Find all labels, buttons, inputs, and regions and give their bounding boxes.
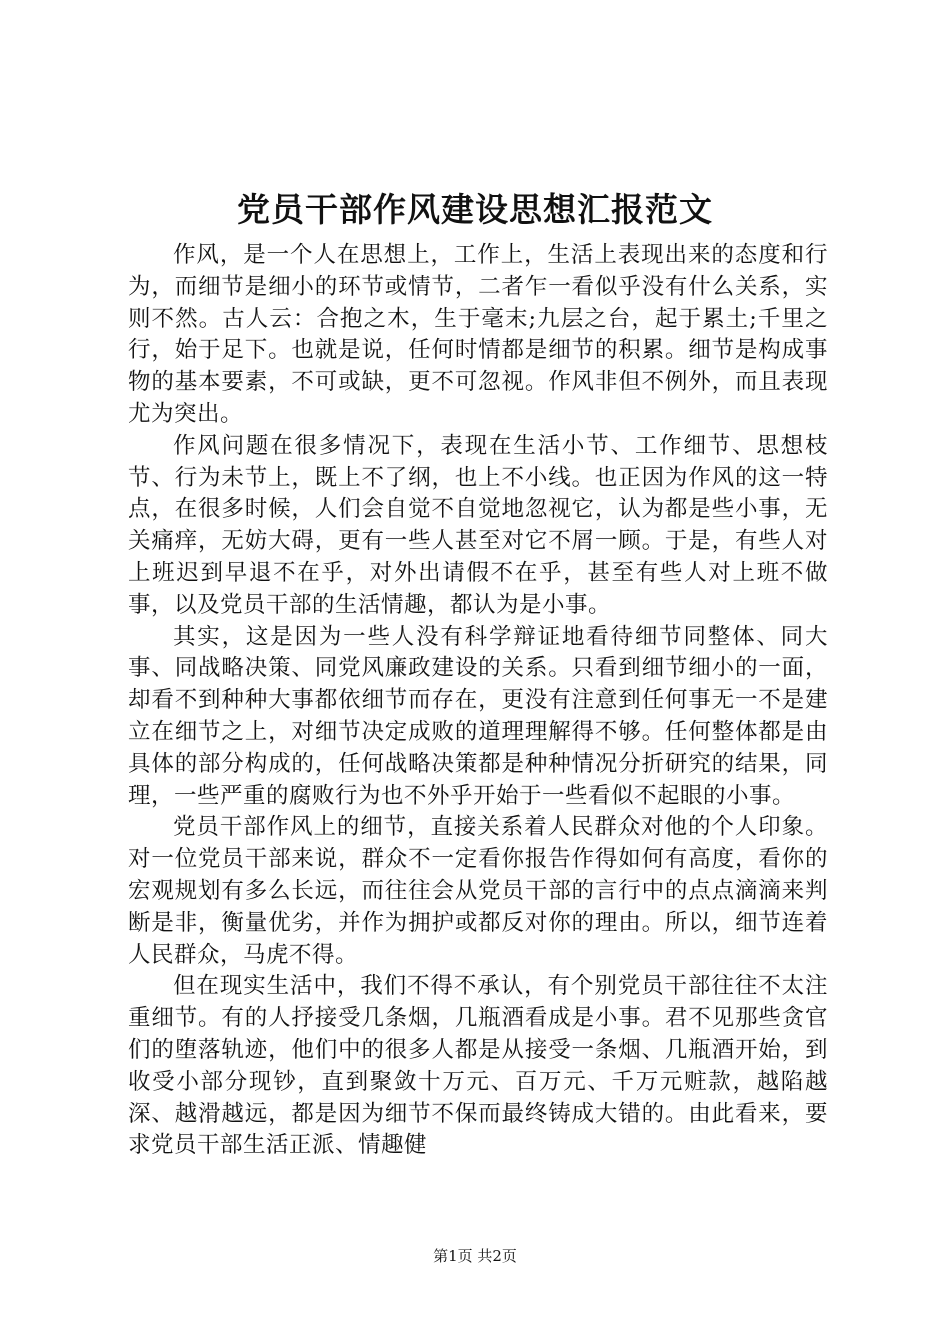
body-paragraph-1: 作风，是一个人在思想上，工作上，生活上表现出来的态度和行为，而细节是细小的环节或情节，二者乍一看似乎没有什么关系，实则不然。古人云：合抱之木，生于毫末;九层之台，起于累土;千里之行，始于足下。也就是说，任何时情都是细节的积累。细节是构成事物的基本要素，不可或缺，更不可忽视。作风非但不例外，而且表现尤为突出。 [128,242,828,427]
page-number-footer: 第1页 共2页 [433,1247,517,1265]
document-body [128,240,828,1162]
body-paragraph-4: 党员干部作风上的细节，直接关系着人民群众对他的个人印象。对一位党员干部来说，群众不一定看你报告作得如何有高度，看你的宏观规划有多么长远，而往往会从党员干部的言行中的点点滴滴来判断是非，衡量优劣，并作为拥护或都反对你的理由。所以，细节连着人民群众，马虎不得。 [128,814,828,968]
body-paragraph-2: 作风问题在很多情况下，表现在生活小节、工作细节、思想枝节、行为未节上，既上不了纲，也上不小线。也正因为作风的这一特点，在很多时候，人们会自觉不自觉地忽视它，认为都是些小事，无关痛痒，无妨大碍，更有一些人甚至对它不屑一顾。于是，有些人对上班迟到早退不在乎，对外出请假不在乎，甚至有些人对上班不做事，以及党员干部的生活情趣，都认为是小事。 [128,432,828,618]
document-title: 党员干部作风建设思想汇报范文 [237,190,713,229]
body-paragraph-3: 其实，这是因为一些人没有科学辩证地看待细节同整体、同大事、同战略决策、同党风廉政建设的关系。只看到细节细小的一面，却看不到种种大事都依细节而存在，更没有注意到任何事无一不是建立在细节之上，对细节决定成败的道理理解得不够。任何整体都是由具体的部分构成的，任何战略决策都是种种情况分折研究的结果，同理，一些严重的腐败行为也不外乎开始于一些看似不起眼的小事。 [128,623,828,809]
body-paragraph-5: 但在现实生活中，我们不得不承认，有个别党员干部往往不太注重细节。有的人抒接受几条烟，几瓶酒看成是小事。君不见那些贪官们的堕落轨迹，他们中的很多人都是从接受一条烟、几瓶酒开始，到收受小部分现钞，直到聚敛十万元、百万元、千万元赃款，越陷越深、越滑越远，都是因为细节不保而最终铸成大错的。由此看来，要求党员干部生活正派、情趣健 [128,973,828,1159]
